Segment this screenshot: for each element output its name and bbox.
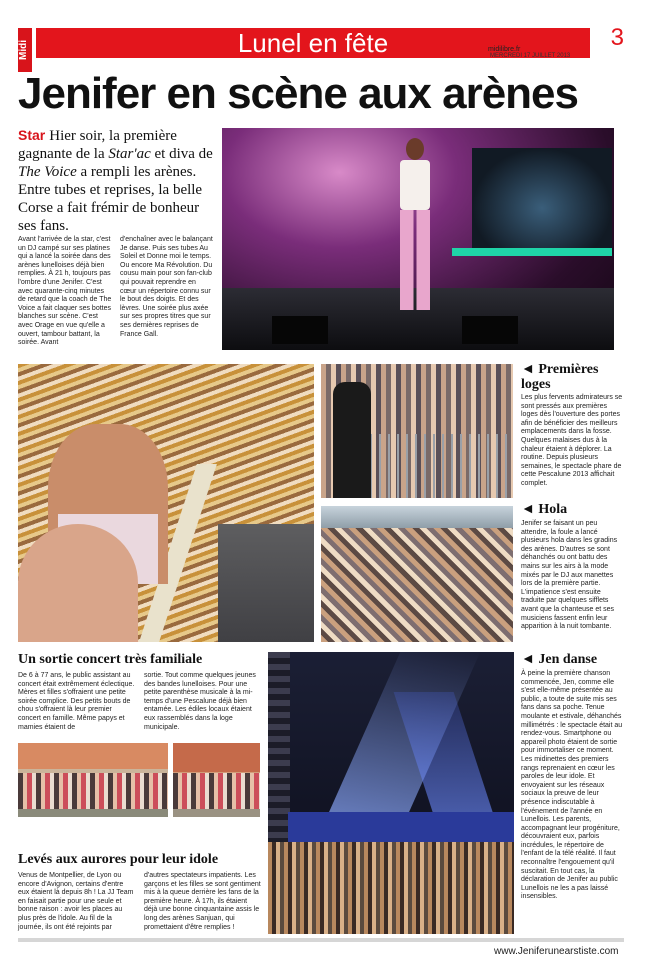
hola-photo <box>321 506 513 642</box>
security-guard <box>333 382 371 498</box>
page-number: 3 <box>610 24 624 51</box>
arena-track <box>218 524 314 642</box>
familiale-body <box>18 672 262 732</box>
hola-title: ◄ Hola <box>521 502 568 517</box>
singer-head <box>406 138 424 160</box>
main-article-body <box>18 236 214 348</box>
site-name: midilibre.fr <box>488 46 521 53</box>
watermark: www.Jeniferunearstiste.com <box>494 946 619 957</box>
lead-text-1: Hier soir, la première gagnante de la <box>18 128 177 162</box>
stage-scaffold <box>268 652 290 842</box>
family-photo-2 <box>173 743 260 817</box>
aurores-body <box>18 872 262 932</box>
lead-text-3: a rempli les arènes. Entre tubes et reprises, la belle Corse a fait frémir de bonheur ses fans. <box>18 164 203 234</box>
family-photo-1 <box>18 743 168 817</box>
premieres-loges-text: Les plus fervents admirateurs se sont pressés aux premières loges dès l'ouverture des portes afin de bénéficier des meilleurs emplacements dans la fosse. Quelques malaises dus à la chaleur étaient à déplorer. La routine. Depuis plusieurs semaines, le spectacle phare de cette Pescalune 2013 affichait complet. <box>521 394 623 487</box>
familiale-col-2: sortie. Tout comme quelques jeunes des bandes lunelloises. Pour une petite parenthèse musicale à la mi-temps d'une Pescalune déjà bien entamée. Les édiles locaux étaient eux rassemblés dans la loge municipale. <box>144 672 256 731</box>
family-group-1 <box>18 773 168 809</box>
crowd-barrier <box>361 434 513 498</box>
footer-rule <box>18 938 624 942</box>
lead-text-2: et diva de <box>150 146 213 162</box>
loges-photo <box>321 364 513 498</box>
edition-tab: Midi <box>18 28 32 72</box>
section-title: Lunel en fête <box>237 28 389 58</box>
newspaper-page <box>18 22 624 942</box>
audience <box>268 842 514 934</box>
aurores-col-1: Venus de Montpellier, de Lyon ou encore d'Avignon, certains d'entre eux étaient là depuis 8h ! La JJ Team en faisait partie pour une seule et bonne raison : avoir les places au plus près de l'idole. Au fil de la journée, ils ont été rejoints par <box>18 872 134 931</box>
stage-light-strip <box>452 248 612 256</box>
band-area <box>472 148 612 248</box>
premieres-loges-title: ◄ Premières loges <box>521 362 599 392</box>
girl-figure <box>18 524 138 642</box>
family-group-2 <box>173 773 260 809</box>
lead-italic-2: The Voice <box>18 164 77 180</box>
lit-stage <box>288 812 514 842</box>
aurores-title: Levés aux aurores pour leur idole <box>18 852 219 867</box>
lead-italic-1: Star'ac <box>108 146 151 162</box>
sky-strip <box>321 506 513 528</box>
headline: Jenifer en scène aux arènes <box>18 69 578 118</box>
speaker-right <box>462 316 518 344</box>
familiale-col-1: De 6 à 77 ans, le public assistant au concert était extrêmement éclectique. Mères et filles s'offraient une petite soirée complice. Des petits bouts de chou s'offraient là leur premier concert en famille. Même papys et mamies étaient de <box>18 672 135 731</box>
singer-figure <box>392 138 440 318</box>
jen-danse-title: ◄ Jen danse <box>521 652 598 667</box>
issue-date: MERCREDI 17 JUILLET 2013 <box>490 53 571 59</box>
jen-danse-text: À peine la première chanson commencée, Jen, comme elle s'est elle-même présentée au public, a toute de suite mis ses fans dans sa poche. Tenue moulante et estivale, déhanchés millimétrés : le spectacle était au rendez-vous. Smartphone ou appareil photo étaient de sortie pour immortaliser ce moment. Les midinettes des premiers rangs reprenaient en cœur les paroles de leur idole. Et envoyaient sur les réseaux sociaux la preuve de leur présence indiscutable à l'événement de l'année en Lunellois. Les parents, accompagnant leur progéniture, découvraient eux, parfois incrédules, le répertoire de l'enfant de la télé réalité. Il faut reconnaître l'engouement qu'il suscitait. En tout cas, la déclaration de Jenifer au public Lunellois ne les a pas laissé insensibles. <box>521 670 623 901</box>
singer-legs <box>400 210 430 310</box>
concert-photo <box>268 652 514 934</box>
crowd-photo <box>18 364 314 642</box>
familiale-title: Un sortie concert très familiale <box>18 652 203 667</box>
lead-kicker: Star <box>18 127 46 143</box>
speaker-left <box>272 316 328 344</box>
main-article-col-2: d'enchaîner avec le balançant Je danse. Puis ses tubes Au Soleil et Donne moi le temps. Ou encore Ma Révolution. Du cousu main pour son fan-club qui pouvait reprendre en cœur un répertoire connu sur le bout des doigts. Et des lèvres. Une soirée plus axée sur ses propres titres que sur ses dernières reprises de France Gall. <box>120 236 213 338</box>
aurores-col-2: d'autres spectateurs impatients. Les garçons et les filles se sont gentiment mis à la queue derrière les fans de la première heure. À 17h, ils étaient déjà une bonne cinquantaine assis le long des arènes Sanjuan, qui promettaient d'être remplies ! <box>144 872 261 931</box>
main-article-col-1: Avant l'arrivée de la star, c'est un DJ campé sur ses platines qui a lancé la soirée dans des arènes lunelloises déjà bien remplies. À 21 h, toujours pas l'ombre d'une Jenifer. C'est avec quarante-cinq minutes de retard que la coach de The Voice a fait claquer ses bottes blanches sur scène. C'est avec Orage en vue qu'elle a ouvert, tambour battant, la soirée. Avant <box>18 236 112 347</box>
lead-paragraph <box>18 126 214 235</box>
stage-photo <box>222 128 614 350</box>
hola-text: Jenifer se faisant un peu attendre, la foule a lancé plusieurs hola dans les gradins des arènes. D'autres se sont déhanchés ou ont battu des mains sur les airs à la mode mixés par le DJ aux manettes lors de la première partie. L'impatience s'est ensuite traduite par quelques sifflets avant que la chanteuse et ses musiciens fassent enfin leur apparition à la nuit tombante. <box>521 520 618 631</box>
singer-top <box>400 160 430 210</box>
